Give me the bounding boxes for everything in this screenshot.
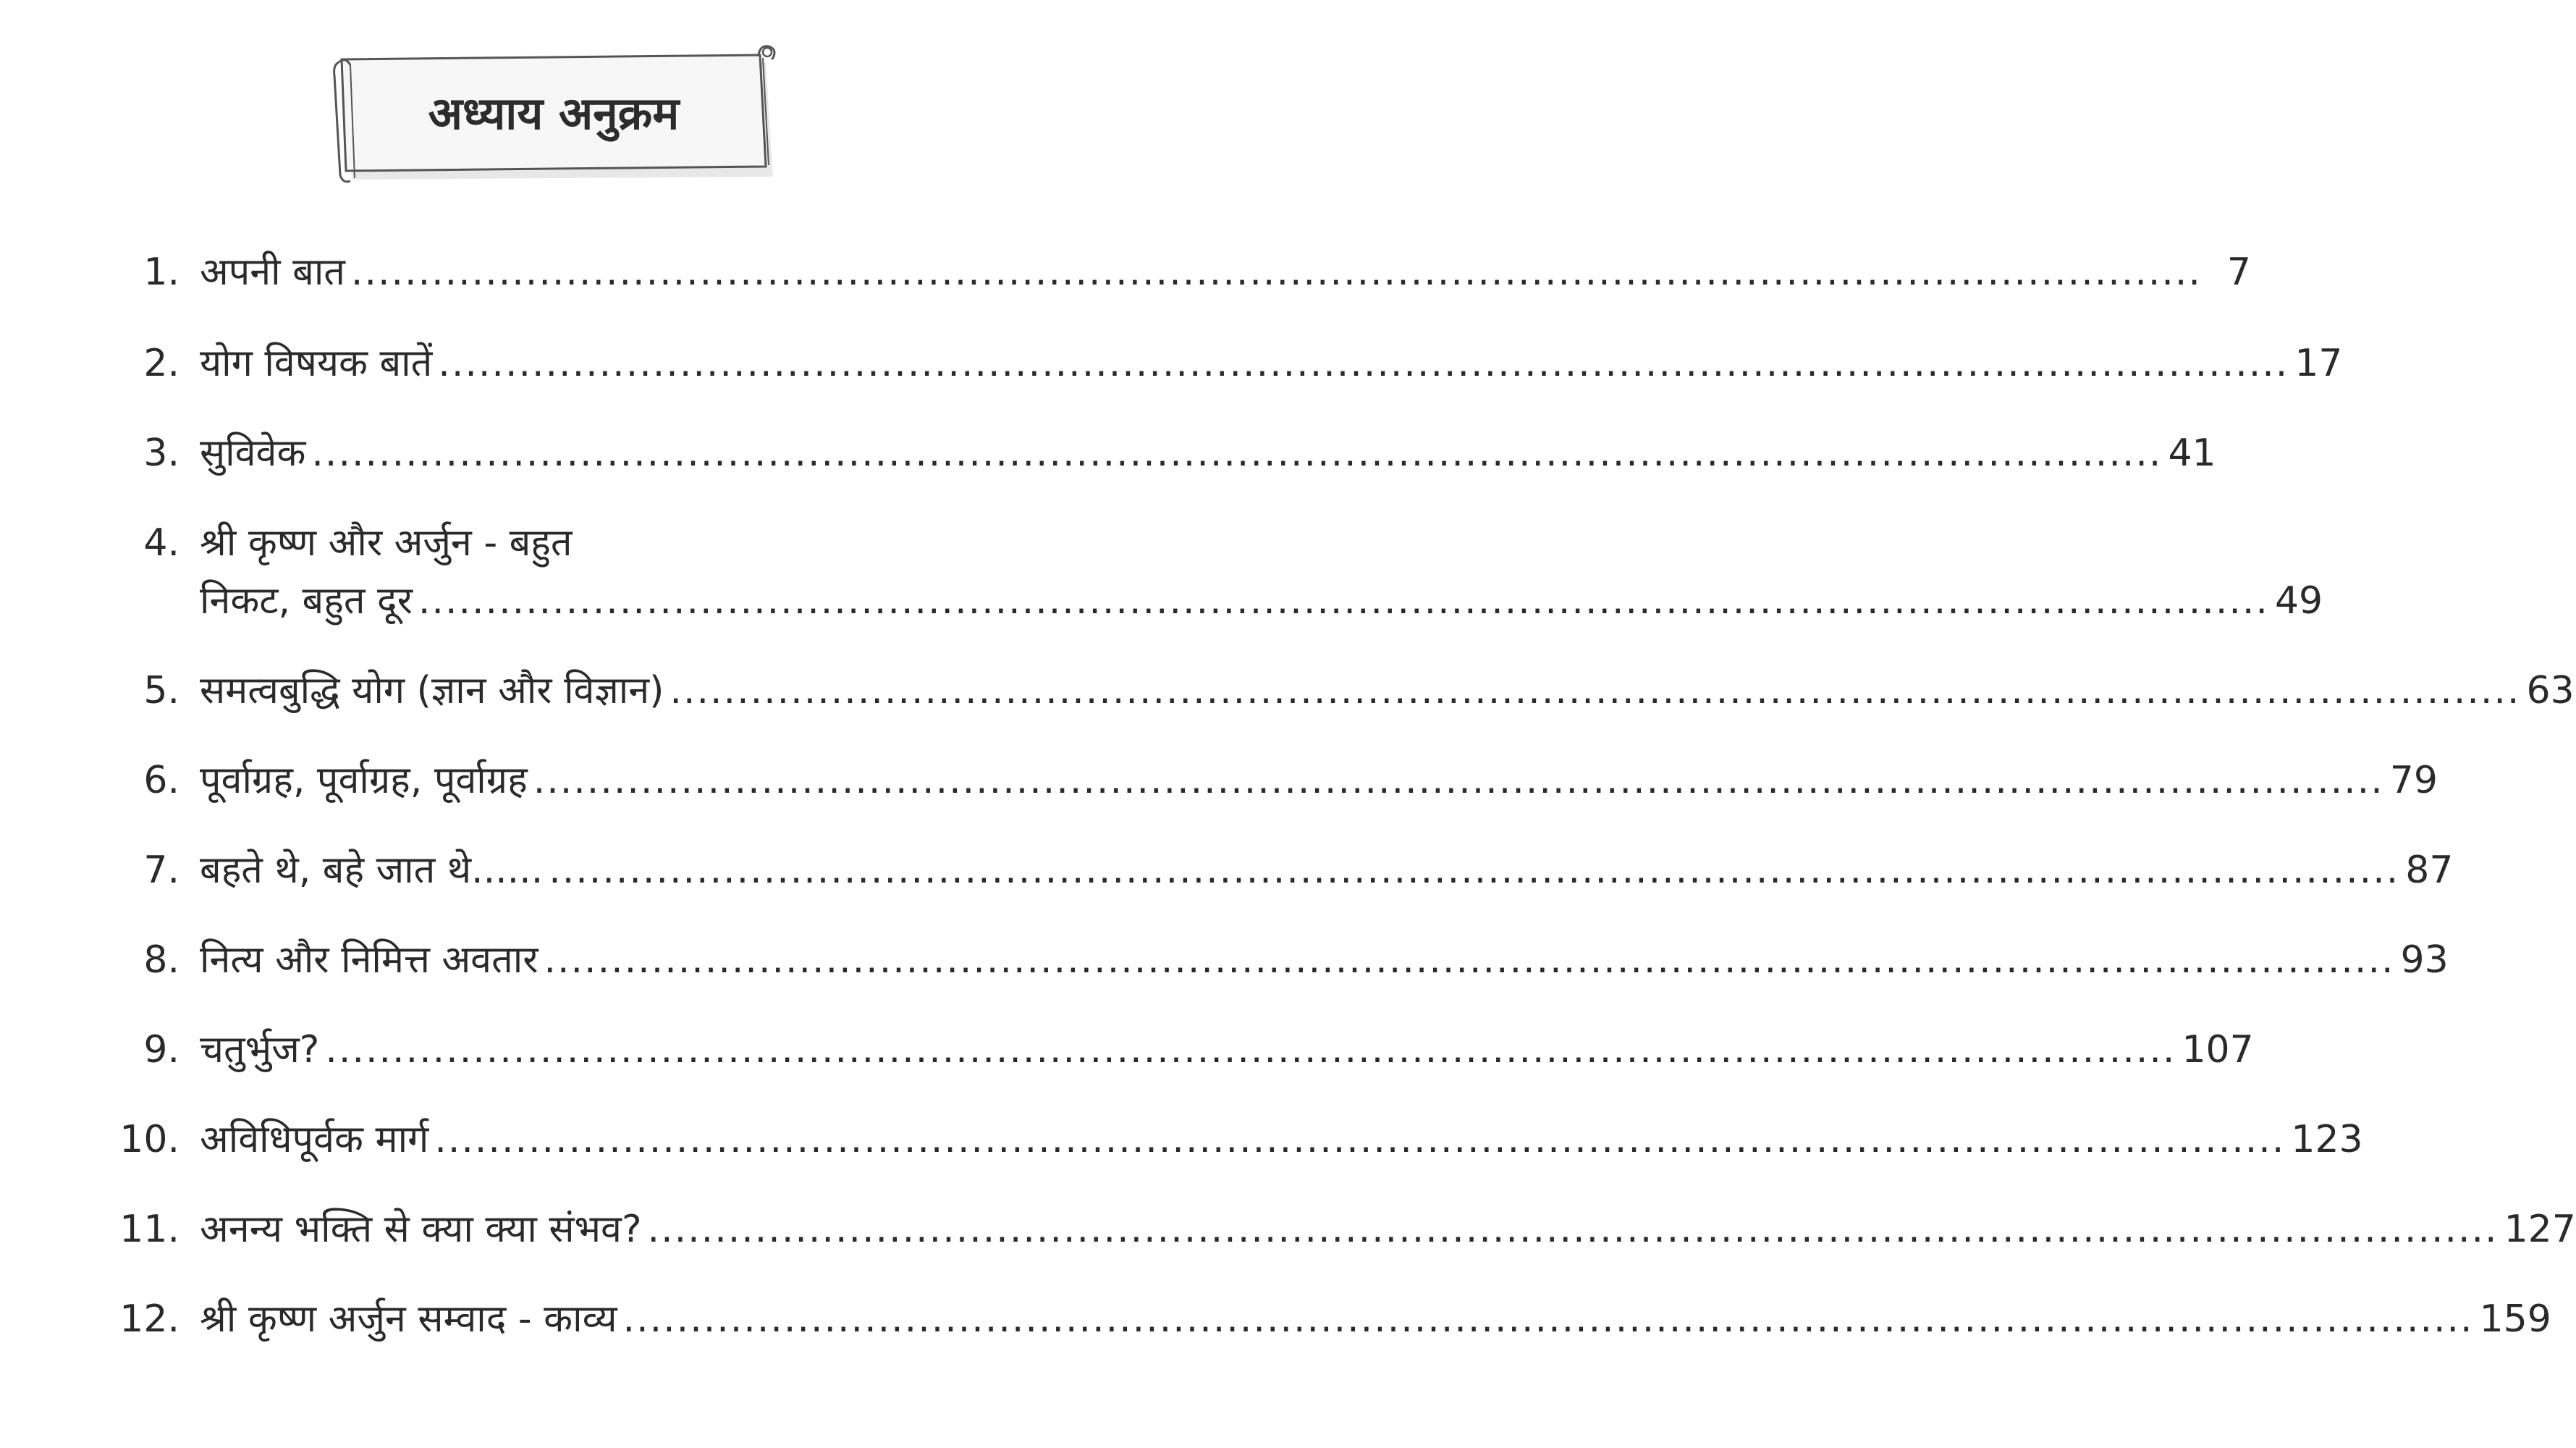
entry-title-line-1: श्री कृष्ण और अर्जुन - बहुत bbox=[200, 521, 573, 565]
toc-entry-5 bbox=[94, 668, 2575, 713]
toc-entry-11 bbox=[94, 1207, 2576, 1252]
heading-scroll-banner bbox=[326, 43, 782, 188]
toc-entry-7 bbox=[94, 848, 2454, 893]
entry-title: अपनी बात bbox=[200, 251, 345, 294]
entry-title: पूर्वाग्रह, पूर्वाग्रह, पूर्वाग्रह bbox=[200, 759, 528, 802]
entry-title: अविधिपूर्वक मार्ग bbox=[200, 1118, 429, 1161]
dot-leader: .......................................................................................................................................... bbox=[350, 251, 2202, 294]
entry-page-number: 7 bbox=[2226, 251, 2251, 294]
toc-entry-9 bbox=[94, 1027, 2254, 1072]
dot-leader: .......................................................................................................................................... bbox=[418, 579, 2269, 623]
entry-number: 1. bbox=[143, 251, 180, 294]
dot-leader: .......................................................................................................................................... bbox=[647, 1208, 2499, 1251]
entry-title: बहते थे, बहे जात थे...... bbox=[200, 849, 544, 892]
entry-title: नित्य और निमित्त अवतार bbox=[200, 938, 539, 982]
toc-entry-1 bbox=[94, 250, 2251, 295]
entry-number: 2. bbox=[143, 342, 180, 385]
entry-number: 9. bbox=[143, 1028, 180, 1072]
entry-page-number: 17 bbox=[2294, 342, 2343, 385]
entry-page-number: 159 bbox=[2479, 1297, 2551, 1341]
dot-leader: .......................................................................................................................................... bbox=[622, 1297, 2474, 1341]
entry-number: 4. bbox=[143, 521, 180, 565]
entry-title: चतुर्भुज? bbox=[200, 1028, 320, 1072]
entry-number: 10. bbox=[119, 1118, 180, 1161]
entry-title: सुविवेक bbox=[200, 432, 306, 475]
entry-page-number: 49 bbox=[2274, 579, 2323, 623]
entry-number: 5. bbox=[143, 669, 180, 712]
entry-number: 7. bbox=[143, 849, 180, 892]
entry-page-number: 93 bbox=[2400, 938, 2449, 982]
dot-leader: .......................................................................................................................................... bbox=[325, 1028, 2176, 1072]
entry-title: समत्वबुद्धि योग (ज्ञान और विज्ञान) bbox=[200, 669, 664, 712]
dot-leader: .......................................................................................................................................... bbox=[549, 849, 2400, 892]
dot-leader: .......................................................................................................................................... bbox=[533, 759, 2384, 802]
toc-entry-4 bbox=[94, 521, 2323, 623]
dot-leader: .......................................................................................................................................... bbox=[311, 432, 2163, 475]
dot-leader: .......................................................................................................................................... bbox=[670, 669, 2521, 712]
entry-number: 8. bbox=[143, 938, 180, 982]
dot-leader: .......................................................................................................................................... bbox=[438, 342, 2289, 385]
page-title: अध्याय अनुक्रम bbox=[428, 87, 680, 140]
entry-page-number: 107 bbox=[2182, 1028, 2254, 1072]
toc-entry-3 bbox=[94, 431, 2216, 476]
entry-page-number: 87 bbox=[2405, 849, 2454, 892]
entry-page-number: 127 bbox=[2504, 1208, 2576, 1251]
entry-number: 11. bbox=[119, 1208, 180, 1251]
entry-title: अनन्य भक्ति से क्या क्या संभव? bbox=[200, 1208, 642, 1251]
entry-title: श्री कृष्ण अर्जुन सम्वाद - काव्य bbox=[200, 1297, 617, 1341]
entry-title: योग विषयक बातें bbox=[200, 342, 433, 385]
entry-page-number: 41 bbox=[2168, 432, 2216, 475]
entry-number: 6. bbox=[143, 759, 180, 802]
toc-entry-6 bbox=[94, 758, 2438, 803]
entry-page-number: 123 bbox=[2291, 1118, 2363, 1161]
entry-number: 3. bbox=[143, 432, 180, 475]
toc-entry-10 bbox=[94, 1117, 2363, 1162]
entry-number: 12. bbox=[119, 1297, 180, 1341]
dot-leader: .......................................................................................................................................... bbox=[434, 1118, 2286, 1161]
dot-leader: .......................................................................................................................................... bbox=[544, 938, 2395, 982]
toc-entry-12 bbox=[94, 1297, 2551, 1342]
entry-page-number: 63 bbox=[2526, 669, 2575, 712]
table-of-contents bbox=[94, 250, 2576, 1342]
toc-entry-2 bbox=[94, 341, 2343, 386]
entry-page-number: 79 bbox=[2389, 759, 2438, 802]
toc-entry-8 bbox=[94, 938, 2449, 982]
entry-title: निकट, बहुत दूर bbox=[200, 579, 413, 623]
